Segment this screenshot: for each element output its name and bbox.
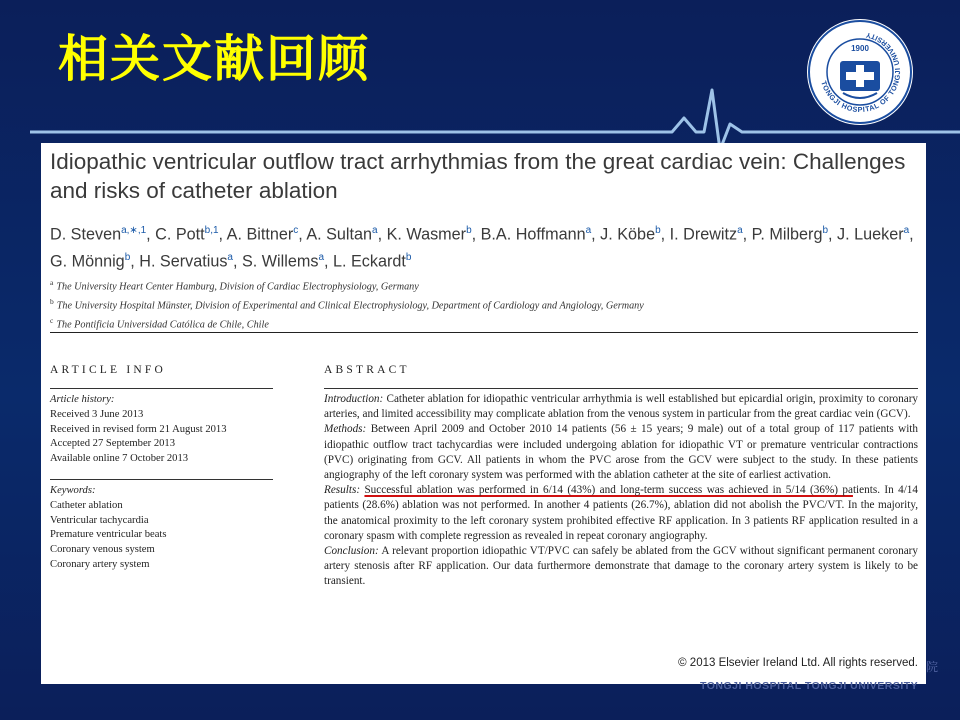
author: P. Milberg — [751, 225, 823, 244]
author: B.A. Hoffmann — [480, 225, 586, 244]
affiliation: $^c$ The Pontificia Universidad Católica de Chile, Chile — [50, 316, 269, 331]
author: H. Servatius — [139, 252, 228, 271]
slide-title: 相关文献回顾 — [58, 30, 370, 88]
history-item: Available online 7 October 2013 — [50, 453, 189, 465]
history-item: Received 3 June 2013 — [50, 408, 144, 420]
author: A. Bittner — [226, 225, 294, 244]
hospital-seal-logo — [805, 17, 915, 127]
paper-screenshot — [41, 143, 926, 684]
divider — [50, 479, 273, 480]
abstract-conclusion: Conclusion: A relevant proportion idiopathic VT/PVC can safely be ablated from the GCV without significant permanent coronary artery stenosis after RF application. Our data furthermore demonstrate that damage to the coronary artery system is likely to be transient. — [324, 545, 918, 588]
keywords-label: Keywords: — [50, 485, 96, 496]
author: I. Drewitz — [669, 225, 738, 244]
author: A. Sultan — [306, 225, 373, 244]
logo-year: 1900 — [851, 44, 869, 53]
highlighted-result: Successful ablation was performed in 6/14 (43%) and long-term success was achieved in 5/14 (36%) pa — [364, 484, 853, 497]
author: C. Pott — [155, 225, 205, 244]
abstract-body — [324, 392, 918, 590]
article-history — [50, 393, 227, 467]
author: J. Lueker — [837, 225, 904, 244]
author: L. Eckardt — [333, 252, 406, 271]
abstract-results: Results: Successful ablation was performed in 6/14 (43%) and long-term success was achieved in 5/14 (36%) patients. In 4/14 patients (28.6%) ablation was not performed. In another 4 patients (26.7%), ablation did not abolish the PVC/VT. In the majority, the anatomical proximity to the left coronary system prohibited effective RF application. In 3 patients RF application resulted in a coronary spasm with complete regression as revealed in repeat coronary angiography. — [324, 484, 918, 542]
author: J. Köbe — [600, 225, 656, 244]
abstract-heading: ABSTRACT — [324, 364, 410, 376]
affiliations — [50, 276, 910, 334]
logo-ring-text: TONGJI HOSPITAL OF TONGJI UNIVERSITY — [819, 30, 903, 115]
affiliation: $^a$ The University Heart Center Hamburg, Division of Cardiac Electrophysiology, Germany — [50, 278, 419, 293]
keyword: Ventricular tachycardia — [50, 514, 149, 526]
hospital-watermark: TONGJI HOSPITAL TONGJI UNIVERSITY — [700, 680, 919, 692]
author-list: D. Steven$^{a,∗,1}$, C. Pott$^{b,1}$, A. Bittner$^c$, A. Sultan$^a$, K. Wasmer$^b$, B.A. Hoffmann$^a$, J. Köbe$^b$, I. Drewitz$^a$, P. Milberg$^b$, J. Lueker$^a$, G. Mönnig$^b$, H. Servatius$^a$, S. Willems$^a$, L. Eckardt$^b$ — [50, 225, 914, 271]
history-item: Received in revised form 21 August 2013 — [50, 423, 227, 435]
abstract-methods: Methods: Between April 2009 and October 2010 14 patients (56 ± 15 years; 9 male) out of a total group of 117 patients with idiopathic outflow tract tachycardias were included undergoing ablation for idiopathic VT or premature ventricular contractions (PVC) originating from GCV. All patients in whom the PVC arose from the GCV were subject to the study. In these patients angiography of the left coronary system was performed with the ablation catheter at the site of earliest activation. — [324, 423, 919, 482]
divider — [50, 332, 918, 333]
keywords — [50, 484, 166, 573]
divider — [50, 388, 273, 389]
keyword: Catheter ablation — [50, 499, 123, 511]
history-item: Accepted 27 September 2013 — [50, 438, 176, 450]
keyword: Premature ventricular beats — [50, 529, 167, 541]
keyword: Coronary venous system — [50, 544, 155, 556]
author: G. Mönnig — [50, 252, 125, 271]
affiliation: $^b$ The University Hospital Münster, Division of Experimental and Clinical Electrophysiology, Department of Cardiology and Angiology, Germany — [50, 297, 644, 312]
abstract-introduction: Introduction: Catheter ablation for idiopathic ventricular arrhythmia is well established but epicardial origin, proximity to coronary arteries, and limited accessibility may complicate ablation from the venous system in particular from the great cardiac vein (GCV). — [324, 393, 919, 421]
article-info-heading: ARTICLE INFO — [50, 364, 166, 376]
history-label: Article history: — [50, 394, 115, 405]
keyword: Coronary artery system — [50, 558, 150, 570]
author: S. Willems — [241, 252, 319, 271]
author: K. Wasmer — [386, 225, 467, 244]
paper-title: Idiopathic ventricular outflow tract arrhythmias from the great cardiac vein: Challenges and risks of catheter ablation — [50, 149, 906, 203]
author: D. Steven — [50, 225, 122, 244]
watermark-cn: 院 — [926, 660, 939, 674]
copyright-notice: © 2013 Elsevier Ireland Ltd. All rights reserved. — [678, 657, 918, 669]
divider — [324, 388, 918, 389]
